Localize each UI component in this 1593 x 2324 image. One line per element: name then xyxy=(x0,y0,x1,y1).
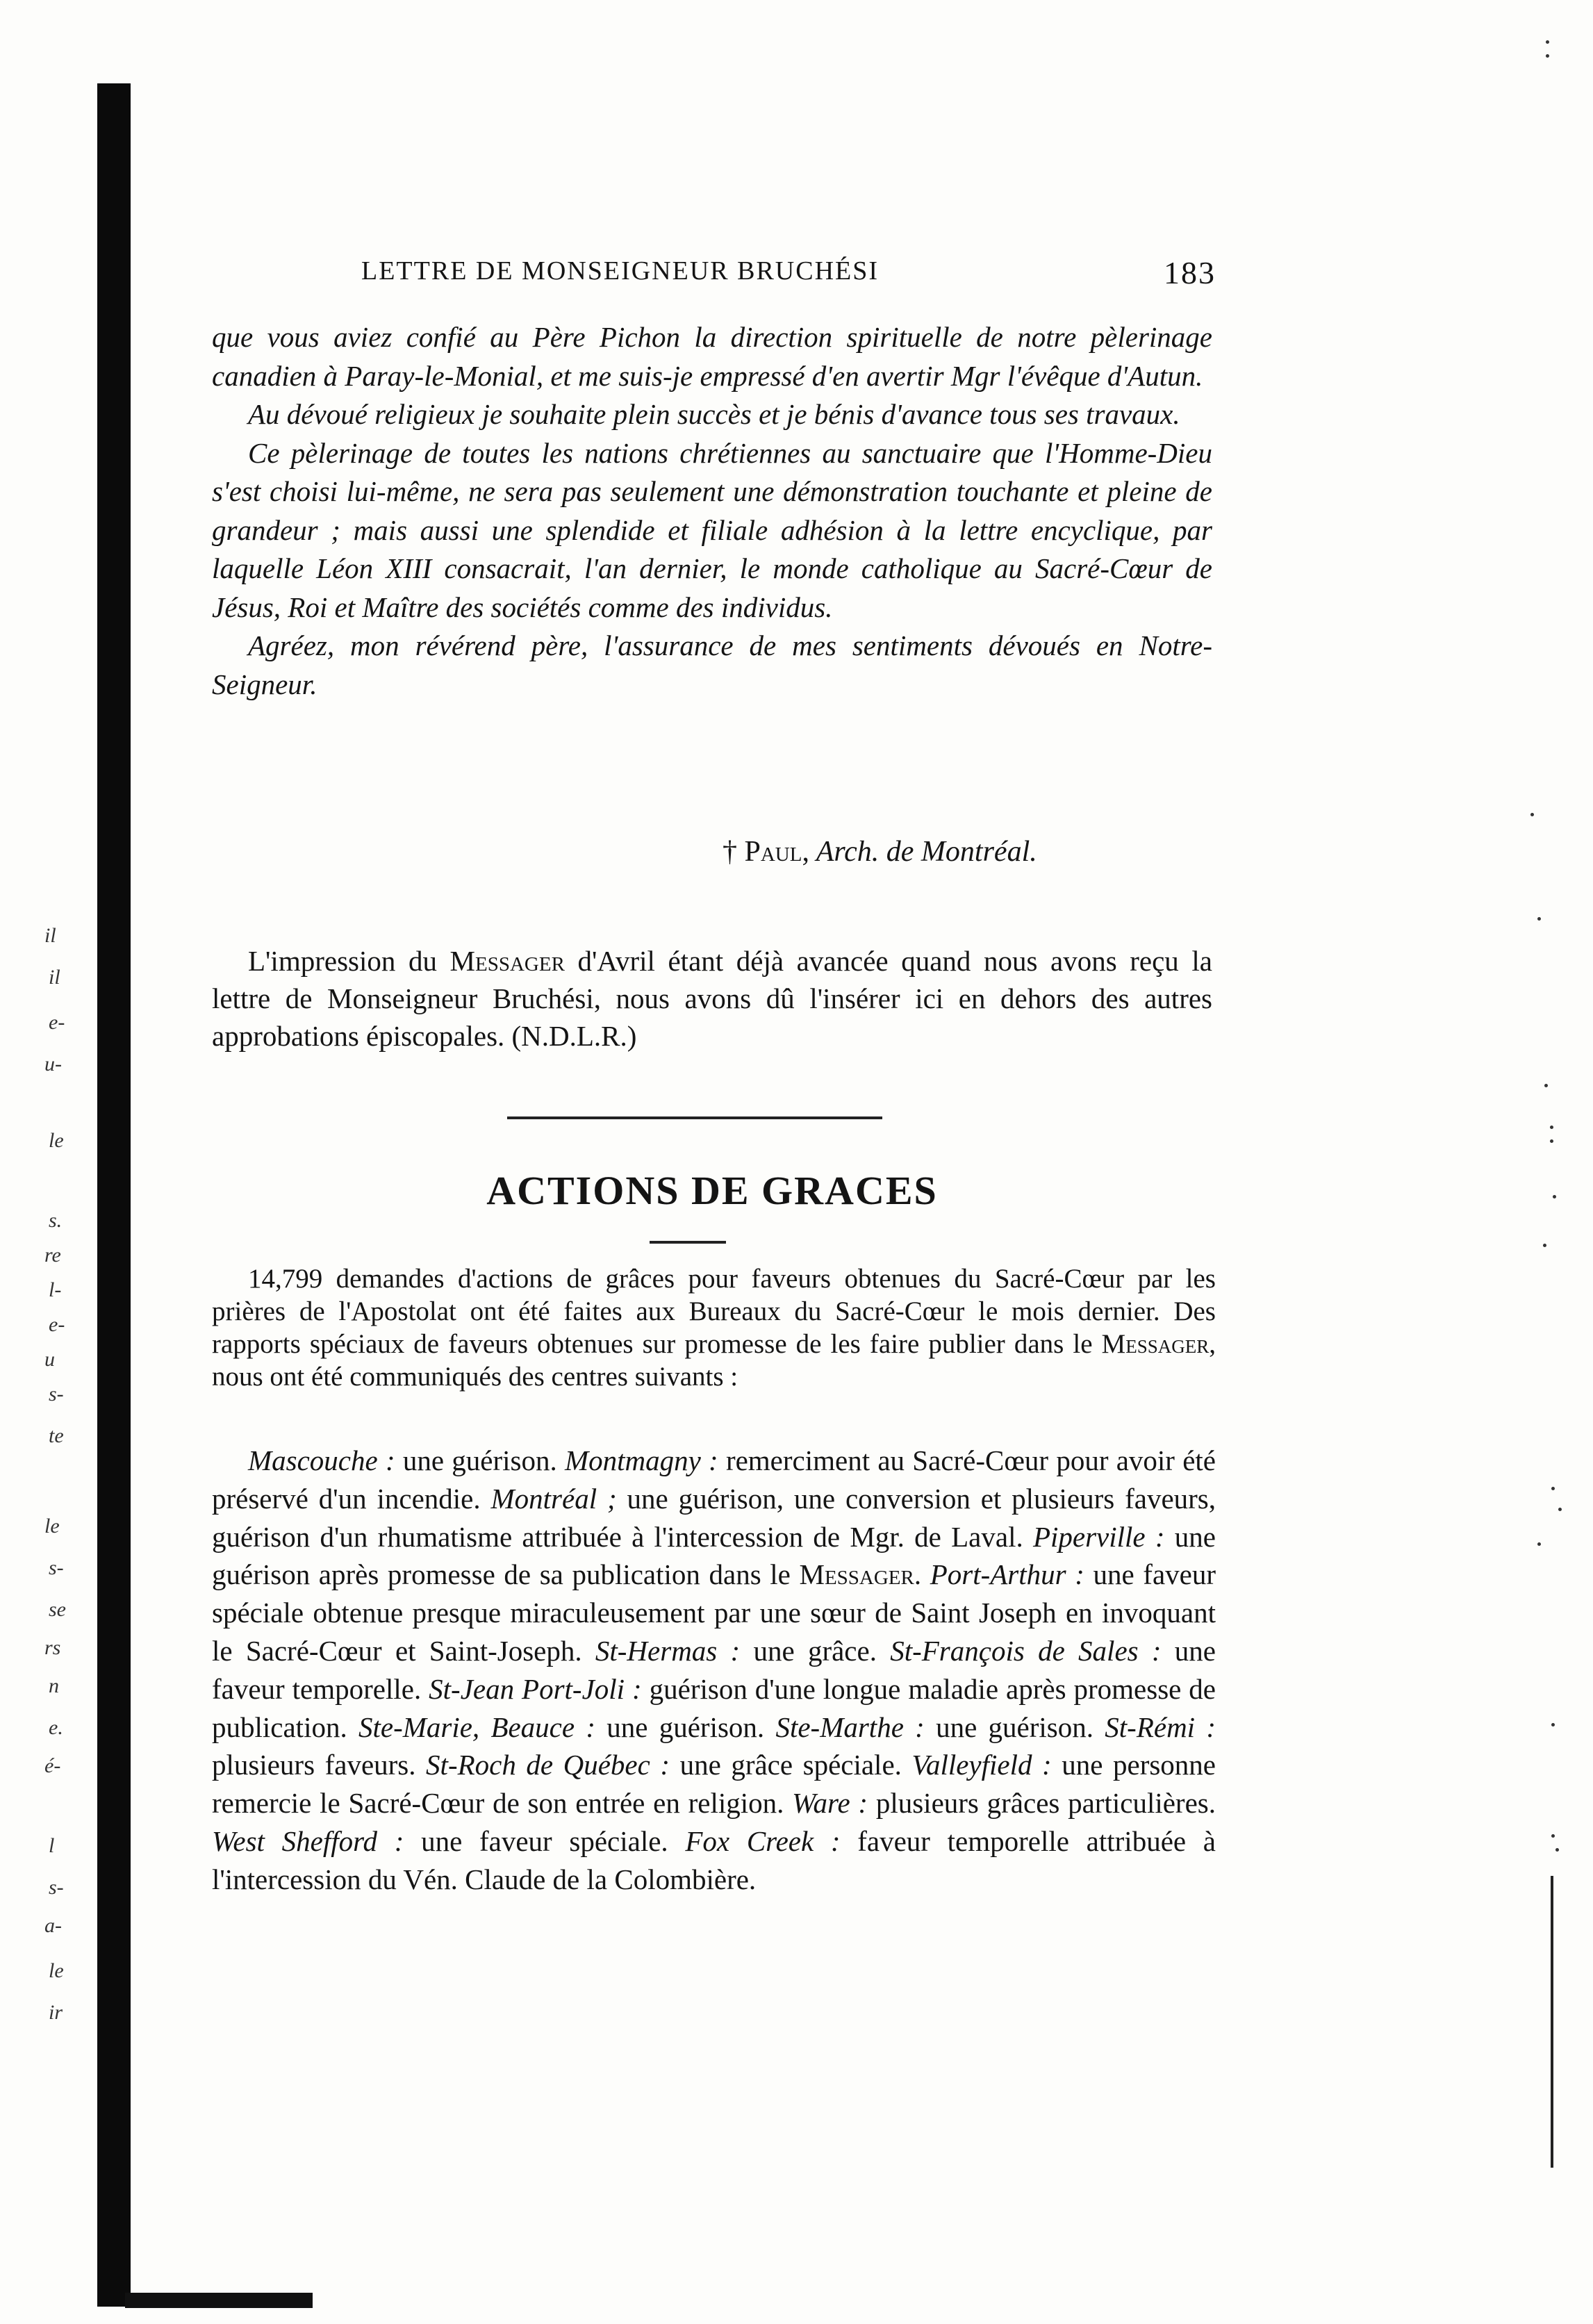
bleed-fragment: l xyxy=(49,1834,55,1857)
letter-paragraph: que vous aviez confié au Père Pichon la direction spirituelle de notre pèlerinage canadien à Paray-le-Monial, et me suis-je empressé d'en avertir Mgr l'évêque d'Autun. xyxy=(212,321,1212,392)
grace-text: faveur temporelle attribuée à l'intercession du Vén. Claude de la Colombière. xyxy=(212,1824,1216,1895)
bleed-fragment: le xyxy=(49,1129,64,1152)
grace-text: une faveur spéciale. xyxy=(404,1824,686,1857)
bleed-fragment: n xyxy=(49,1674,59,1697)
bleed-fragment: u- xyxy=(44,1053,62,1076)
graces-paragraph xyxy=(212,1442,1216,1899)
grace-text: une faveur temporelle. xyxy=(212,1634,1216,1705)
signature-title: Arch. de Montréal. xyxy=(809,836,1037,868)
binding-shadow-foot xyxy=(125,2293,313,2308)
intro-text: , nous ont été communiqués des centres suivants : xyxy=(212,1329,1216,1392)
grace-place: Fox Creek : xyxy=(685,1824,841,1857)
section-divider xyxy=(507,1116,882,1119)
grace-place: Ware : xyxy=(792,1787,868,1820)
grace-text: guérison d'une longue maladie après promesse de publication. xyxy=(212,1672,1216,1743)
title-underline xyxy=(650,1241,726,1244)
bleed-fragment: é- xyxy=(44,1754,61,1777)
note-messager: Messager xyxy=(449,945,565,977)
grace-text: remerciment au Sacré-Cœur pour avoir été préservé d'un incendie. xyxy=(212,1444,1216,1515)
bleed-fragment: se xyxy=(49,1598,66,1621)
grace-text: une guérison après promesse de sa publication dans le xyxy=(212,1520,1216,1591)
bleed-fragment: il xyxy=(49,966,60,989)
page-number: 183 xyxy=(1164,255,1216,290)
grace-place: West Shefford : xyxy=(212,1824,404,1857)
grace-text: plusieurs faveurs. xyxy=(212,1749,427,1781)
grace-place: St-Hermas : xyxy=(595,1634,741,1667)
running-head xyxy=(361,255,1216,290)
grace-text: une grâce spéciale. xyxy=(670,1749,912,1781)
grace-text: . xyxy=(914,1558,930,1591)
grace-text: une guérison, une conversion et plusieurs faveurs, guérison d'un rhumatisme attribuée à l'intercession de Mgr. de Laval. xyxy=(212,1482,1216,1553)
grace-place: St-François de Sales : xyxy=(890,1634,1162,1667)
grace-place: St-Jean Port-Joli : xyxy=(429,1672,642,1705)
note-text: L'impression du xyxy=(248,945,450,977)
grace-place: Ste-Marie, Beauce : xyxy=(358,1711,595,1743)
grace-messager: Messager xyxy=(799,1558,914,1591)
bleed-fragment: s- xyxy=(49,1556,64,1579)
bleed-through-margin xyxy=(42,0,104,2324)
grace-place: St-Roch de Québec : xyxy=(426,1749,670,1781)
bleed-fragment: s- xyxy=(49,1383,64,1406)
letter-paragraph: Au dévoué religieux je souhaite plein succès et je bénis d'avance tous ses travaux. xyxy=(248,398,1180,430)
section-title: ACTIONS DE GRACES xyxy=(486,1168,938,1213)
bleed-fragment: a- xyxy=(44,1914,62,1937)
bleed-fragment: e. xyxy=(49,1716,63,1739)
grace-text: une guérison. xyxy=(395,1444,565,1476)
grace-place: St-Rémi : xyxy=(1105,1711,1216,1743)
grace-text: une personne remercie le Sacré-Cœur de son entrée en religion. xyxy=(212,1749,1216,1820)
bleed-fragment: u xyxy=(44,1348,55,1371)
grace-place: Montréal ; xyxy=(490,1482,617,1515)
bleed-fragment: e- xyxy=(49,1313,65,1336)
grace-place: Port-Arthur : xyxy=(930,1558,1084,1591)
bleed-fragment: rs xyxy=(44,1636,61,1659)
graces-intro xyxy=(212,1262,1216,1393)
grace-place: Montmagny : xyxy=(564,1444,718,1476)
bleed-fragment: le xyxy=(44,1515,60,1538)
signature-name: Paul, xyxy=(744,836,809,868)
grace-text: une guérison. xyxy=(595,1711,776,1743)
grace-text: une grâce. xyxy=(740,1634,891,1667)
grace-text: une guérison. xyxy=(924,1711,1105,1743)
bleed-fragment: re xyxy=(44,1244,61,1267)
bleed-fragment: s. xyxy=(49,1209,63,1232)
bleed-fragment: te xyxy=(49,1424,64,1447)
bleed-fragment: l- xyxy=(49,1278,62,1301)
grace-place: Valleyfield : xyxy=(911,1749,1052,1781)
bleed-fragment: il xyxy=(44,924,56,947)
letter-paragraph: Ce pèlerinage de toutes les nations chrétiennes au sanctuaire que l'Homme-Dieu s'est choisi lui-même, ne sera pas seulement une démonstration touchante et pleine de grandeur ; mais aussi une splendide et filiale adhésion à la lettre encyclique, par laquelle Léon XIII consacrait, l'an dernier, le monde catholique au Sacré-Cœur de Jésus, Roi et Maître des sociétés comme des individus. xyxy=(212,436,1212,623)
editor-note xyxy=(212,942,1212,1055)
scan-edge-mark xyxy=(1551,1876,1553,2168)
bleed-fragment: e- xyxy=(49,1011,65,1034)
grace-place: Ste-Marthe : xyxy=(775,1711,925,1743)
letter-paragraph: Agréez, mon révérend père, l'assurance de mes sentiments dévoués en Notre-Seigneur. xyxy=(212,629,1212,700)
grace-text: une faveur spéciale obtenue presque miraculeusement par une sœur de Saint Joseph en invoquant le Sacré-Cœur et Saint-Joseph. xyxy=(212,1558,1216,1667)
letter-body xyxy=(212,318,1212,704)
grace-text: plusieurs grâces particulières. xyxy=(868,1787,1216,1820)
grace-place: Piperville : xyxy=(1032,1520,1165,1553)
graces-list xyxy=(212,1442,1216,1899)
binding-shadow xyxy=(97,83,131,2307)
intro-messager: Messager xyxy=(1101,1329,1210,1359)
bleed-fragment: le xyxy=(49,1959,64,1982)
grace-place: Mascouche : xyxy=(248,1444,395,1476)
intro-text: 14,799 demandes d'actions de grâces pour faveurs obtenues du Sacré-Cœur par les prières de l'Apostolat ont été faites aux Bureaux du Sacré-Cœur le mois dernier. Des rapports spéciaux de faveurs obtenues sur promesse de les faire publier dans le xyxy=(212,1264,1216,1359)
running-head-title: LETTRE DE MONSEIGNEUR BRUCHÉSI xyxy=(361,256,880,286)
signature-cross: † xyxy=(723,836,745,868)
letter-signature xyxy=(723,835,1037,868)
note-text: d'Avril étant déjà avancée quand nous avons reçu la lettre de Monseigneur Bruchési, nous avons dû l'insérer ici en dehors des autres approbations épiscopales. (N.D.L.R.) xyxy=(212,945,1212,1052)
bleed-fragment: s- xyxy=(49,1876,64,1899)
bleed-fragment: ir xyxy=(49,2001,63,2024)
